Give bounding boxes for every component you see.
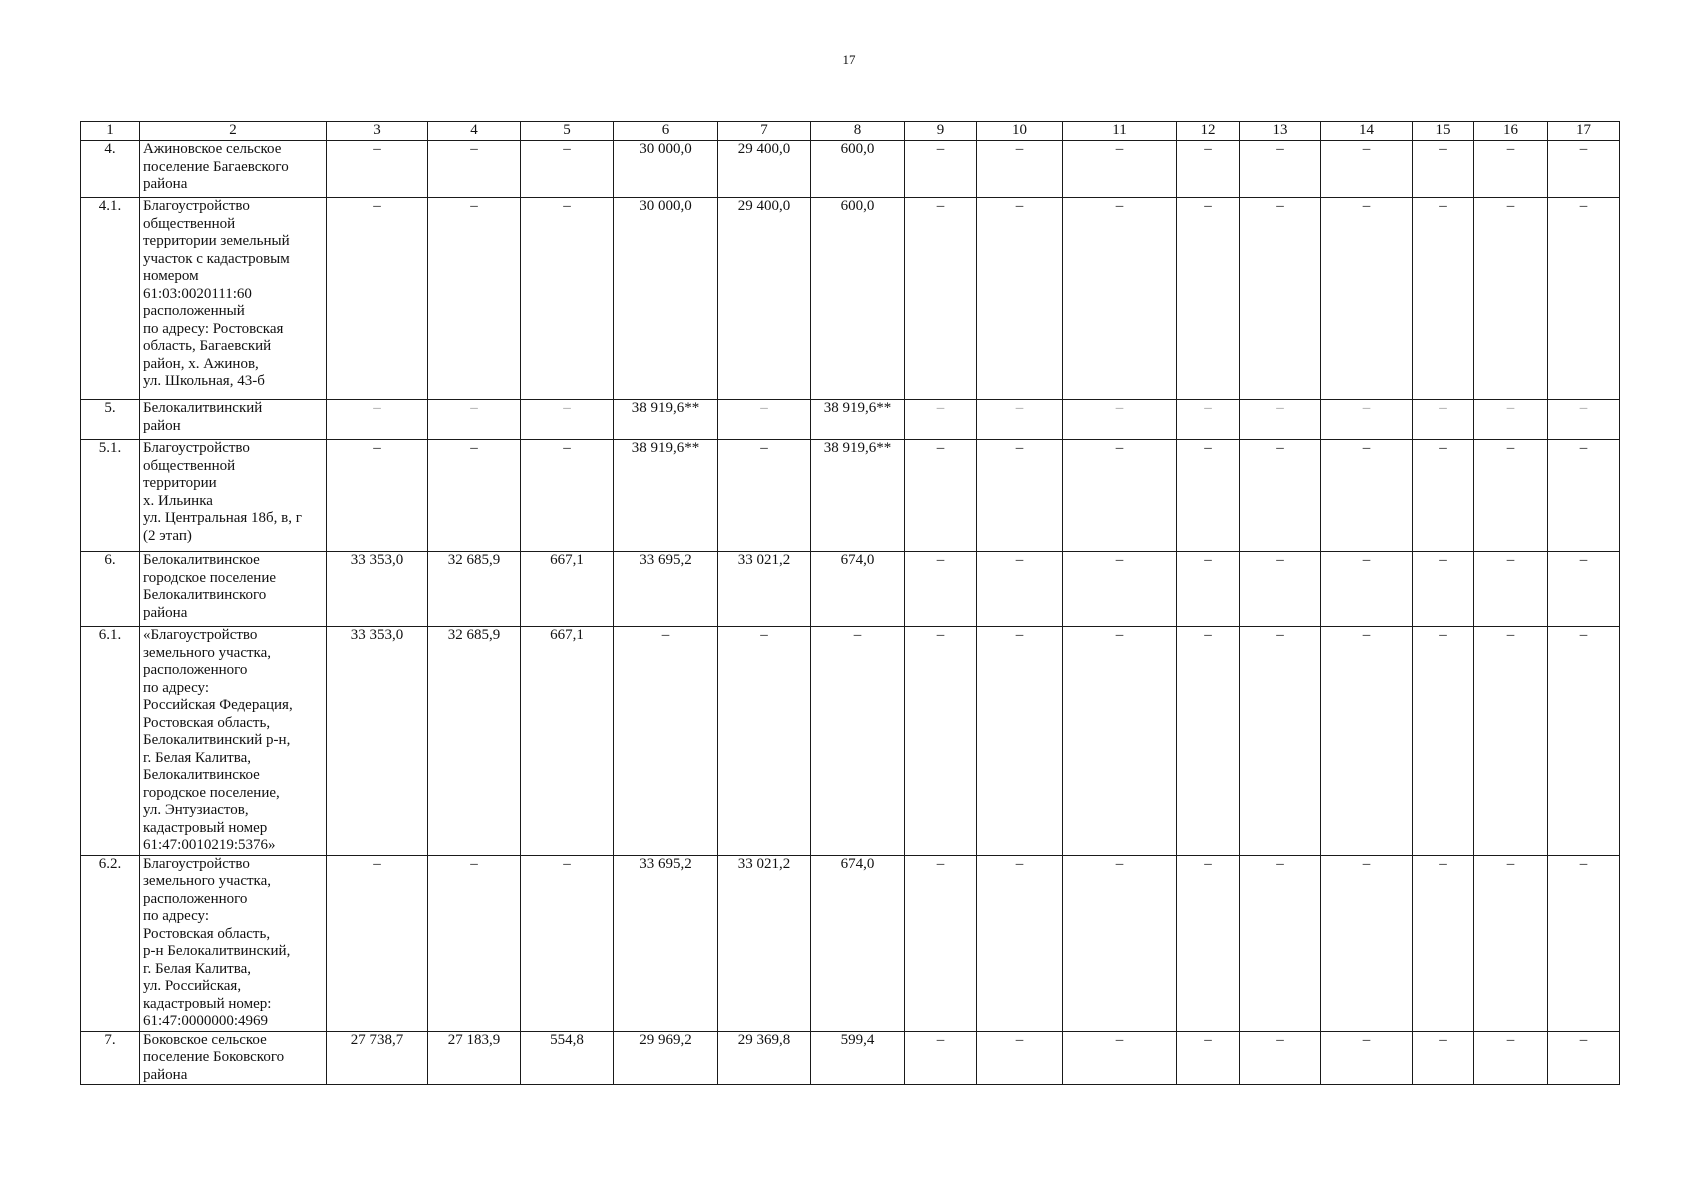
cell-value: – <box>428 855 521 1031</box>
cell-value: 27 183,9 <box>428 1031 521 1085</box>
cell-value: – <box>428 400 521 440</box>
cell-value: – <box>1321 198 1413 400</box>
cell-value: – <box>977 552 1063 627</box>
cell-value: – <box>905 855 977 1031</box>
column-header: 4 <box>428 122 521 141</box>
page-number: 17 <box>842 52 856 67</box>
row-number: 7. <box>81 1031 140 1085</box>
column-header: 2 <box>140 122 327 141</box>
cell-value: – <box>977 440 1063 552</box>
cell-value: 674,0 <box>811 855 905 1031</box>
cell-value: – <box>1474 552 1548 627</box>
cell-value: – <box>905 440 977 552</box>
cell-value: – <box>1413 1031 1474 1085</box>
row-name: Ажиновское сельское поселение Багаевского района <box>140 141 327 198</box>
cell-value: – <box>905 141 977 198</box>
cell-value: 667,1 <box>521 552 614 627</box>
budget-table <box>80 121 1620 1085</box>
row-name: Благоустройство земельного участка, расположенного по адресу: Ростовская область, р-н Белокалитвинский, г. Белая Калитва, ул. Российская, кадастровый номер: 61:47:0000000:4969 <box>140 855 327 1031</box>
cell-value: – <box>1063 1031 1177 1085</box>
cell-value: 554,8 <box>521 1031 614 1085</box>
cell-value: – <box>1474 198 1548 400</box>
column-header: 1 <box>81 122 140 141</box>
row-name: «Благоустройство земельного участка, расположенного по адресу: Российская Федерация, Ростовская область, Белокалитвинский р-н, г. Белая Калитва, Белокалитвинское городское поселение, ул. Энтузиастов, кадастровый номер 61:47:0010219:5376» <box>140 627 327 856</box>
cell-value: 32 685,9 <box>428 552 521 627</box>
row-number: 5.1. <box>81 440 140 552</box>
column-header: 7 <box>718 122 811 141</box>
cell-value: – <box>1240 855 1321 1031</box>
column-header: 5 <box>521 122 614 141</box>
cell-value: – <box>1063 855 1177 1031</box>
cell-value: – <box>1548 855 1620 1031</box>
table-row <box>81 400 1620 440</box>
cell-value: – <box>718 400 811 440</box>
cell-value: – <box>811 627 905 856</box>
cell-value: – <box>614 627 718 856</box>
cell-value: 33 353,0 <box>327 627 428 856</box>
row-number: 4. <box>81 141 140 198</box>
cell-value: – <box>1413 400 1474 440</box>
cell-value: – <box>1474 1031 1548 1085</box>
cell-value: 29 400,0 <box>718 198 811 400</box>
cell-value: – <box>1548 198 1620 400</box>
cell-value: – <box>1474 400 1548 440</box>
cell-value: – <box>1177 440 1240 552</box>
table-row <box>81 141 1620 198</box>
cell-value: – <box>1321 552 1413 627</box>
cell-value: 600,0 <box>811 141 905 198</box>
cell-value: 32 685,9 <box>428 627 521 856</box>
cell-value: – <box>1240 1031 1321 1085</box>
cell-value: – <box>428 440 521 552</box>
cell-value: – <box>1063 400 1177 440</box>
cell-value: 29 400,0 <box>718 141 811 198</box>
column-header: 10 <box>977 122 1063 141</box>
cell-value: – <box>327 855 428 1031</box>
cell-value: 29 969,2 <box>614 1031 718 1085</box>
cell-value: – <box>977 855 1063 1031</box>
cell-value: – <box>905 1031 977 1085</box>
row-name: Белокалитвинское городское поселение Белокалитвинского района <box>140 552 327 627</box>
row-name: Благоустройство общественной территории х. Ильинка ул. Центральная 18б, в, г (2 этап) <box>140 440 327 552</box>
cell-value: – <box>905 400 977 440</box>
row-name: Боковское сельское поселение Боковского района <box>140 1031 327 1085</box>
cell-value: – <box>977 627 1063 856</box>
table-row <box>81 198 1620 400</box>
cell-value: 600,0 <box>811 198 905 400</box>
cell-value: 33 353,0 <box>327 552 428 627</box>
column-header: 6 <box>614 122 718 141</box>
cell-value: – <box>977 1031 1063 1085</box>
cell-value: 33 695,2 <box>614 552 718 627</box>
cell-value: – <box>1413 855 1474 1031</box>
table-row <box>81 627 1620 856</box>
cell-value: – <box>1240 198 1321 400</box>
row-number: 6.2. <box>81 855 140 1031</box>
cell-value: – <box>521 141 614 198</box>
cell-value: – <box>1177 141 1240 198</box>
cell-value: – <box>1474 440 1548 552</box>
column-header: 3 <box>327 122 428 141</box>
cell-value: – <box>1063 627 1177 856</box>
cell-value: – <box>905 552 977 627</box>
cell-value: 33 021,2 <box>718 855 811 1031</box>
cell-value: 30 000,0 <box>614 198 718 400</box>
cell-value: – <box>1413 627 1474 856</box>
table-row <box>81 440 1620 552</box>
cell-value: – <box>1413 198 1474 400</box>
cell-value: 27 738,7 <box>327 1031 428 1085</box>
cell-value: – <box>1474 627 1548 856</box>
cell-value: – <box>1240 627 1321 856</box>
cell-value: – <box>1413 141 1474 198</box>
cell-value: – <box>428 198 521 400</box>
cell-value: – <box>1063 552 1177 627</box>
cell-value: 38 919,6** <box>811 400 905 440</box>
cell-value: – <box>1063 141 1177 198</box>
cell-value: – <box>327 198 428 400</box>
cell-value: – <box>905 198 977 400</box>
cell-value: – <box>1321 1031 1413 1085</box>
cell-value: – <box>718 627 811 856</box>
cell-value: – <box>1413 440 1474 552</box>
cell-value: – <box>1240 552 1321 627</box>
column-header: 9 <box>905 122 977 141</box>
column-header: 11 <box>1063 122 1177 141</box>
cell-value: – <box>1548 627 1620 856</box>
cell-value: – <box>977 198 1063 400</box>
row-number: 6.1. <box>81 627 140 856</box>
cell-value: – <box>1321 440 1413 552</box>
cell-value: – <box>1474 855 1548 1031</box>
column-header: 8 <box>811 122 905 141</box>
table-row <box>81 552 1620 627</box>
cell-value: – <box>521 400 614 440</box>
row-number: 4.1. <box>81 198 140 400</box>
cell-value: – <box>1548 552 1620 627</box>
cell-value: – <box>327 400 428 440</box>
cell-value: – <box>1413 552 1474 627</box>
cell-value: – <box>521 440 614 552</box>
cell-value: – <box>327 141 428 198</box>
cell-value: 30 000,0 <box>614 141 718 198</box>
cell-value: – <box>1063 440 1177 552</box>
column-header: 14 <box>1321 122 1413 141</box>
column-header: 15 <box>1413 122 1474 141</box>
cell-value: – <box>1321 400 1413 440</box>
cell-value: 599,4 <box>811 1031 905 1085</box>
cell-value: 33 695,2 <box>614 855 718 1031</box>
cell-value: – <box>1548 400 1620 440</box>
cell-value: – <box>1240 400 1321 440</box>
cell-value: 38 919,6** <box>614 440 718 552</box>
cell-value: – <box>1240 440 1321 552</box>
cell-value: – <box>1240 141 1321 198</box>
cell-value: – <box>1177 627 1240 856</box>
cell-value: 29 369,8 <box>718 1031 811 1085</box>
row-name: Белокалитвинский район <box>140 400 327 440</box>
table-row <box>81 1031 1620 1085</box>
cell-value: – <box>1063 198 1177 400</box>
cell-value: – <box>1321 855 1413 1031</box>
cell-value: – <box>1177 855 1240 1031</box>
column-header: 12 <box>1177 122 1240 141</box>
cell-value: 667,1 <box>521 627 614 856</box>
table-body <box>81 141 1620 1085</box>
cell-value: – <box>977 400 1063 440</box>
cell-value: – <box>428 141 521 198</box>
cell-value: – <box>1548 440 1620 552</box>
cell-value: – <box>521 855 614 1031</box>
column-header: 16 <box>1474 122 1548 141</box>
row-number: 5. <box>81 400 140 440</box>
row-number: 6. <box>81 552 140 627</box>
cell-value: 674,0 <box>811 552 905 627</box>
column-header: 17 <box>1548 122 1620 141</box>
cell-value: – <box>718 440 811 552</box>
cell-value: 38 919,6** <box>811 440 905 552</box>
cell-value: – <box>521 198 614 400</box>
cell-value: – <box>1548 141 1620 198</box>
table-row <box>81 855 1620 1031</box>
cell-value: – <box>1177 198 1240 400</box>
cell-value: – <box>1177 552 1240 627</box>
cell-value: – <box>905 627 977 856</box>
cell-value: 33 021,2 <box>718 552 811 627</box>
cell-value: – <box>1548 1031 1620 1085</box>
cell-value: – <box>977 141 1063 198</box>
header-row <box>81 122 1620 141</box>
cell-value: – <box>1474 141 1548 198</box>
cell-value: – <box>1177 400 1240 440</box>
cell-value: – <box>1321 627 1413 856</box>
cell-value: 38 919,6** <box>614 400 718 440</box>
row-name: Благоустройство общественной территории земельный участок с кадастровым номером 61:03:0020111:60 расположенный по адресу: Ростовская область, Багаевский район, х. Ажинов, ул. Школьная, 43-б <box>140 198 327 400</box>
cell-value: – <box>327 440 428 552</box>
cell-value: – <box>1321 141 1413 198</box>
cell-value: – <box>1177 1031 1240 1085</box>
column-header: 13 <box>1240 122 1321 141</box>
